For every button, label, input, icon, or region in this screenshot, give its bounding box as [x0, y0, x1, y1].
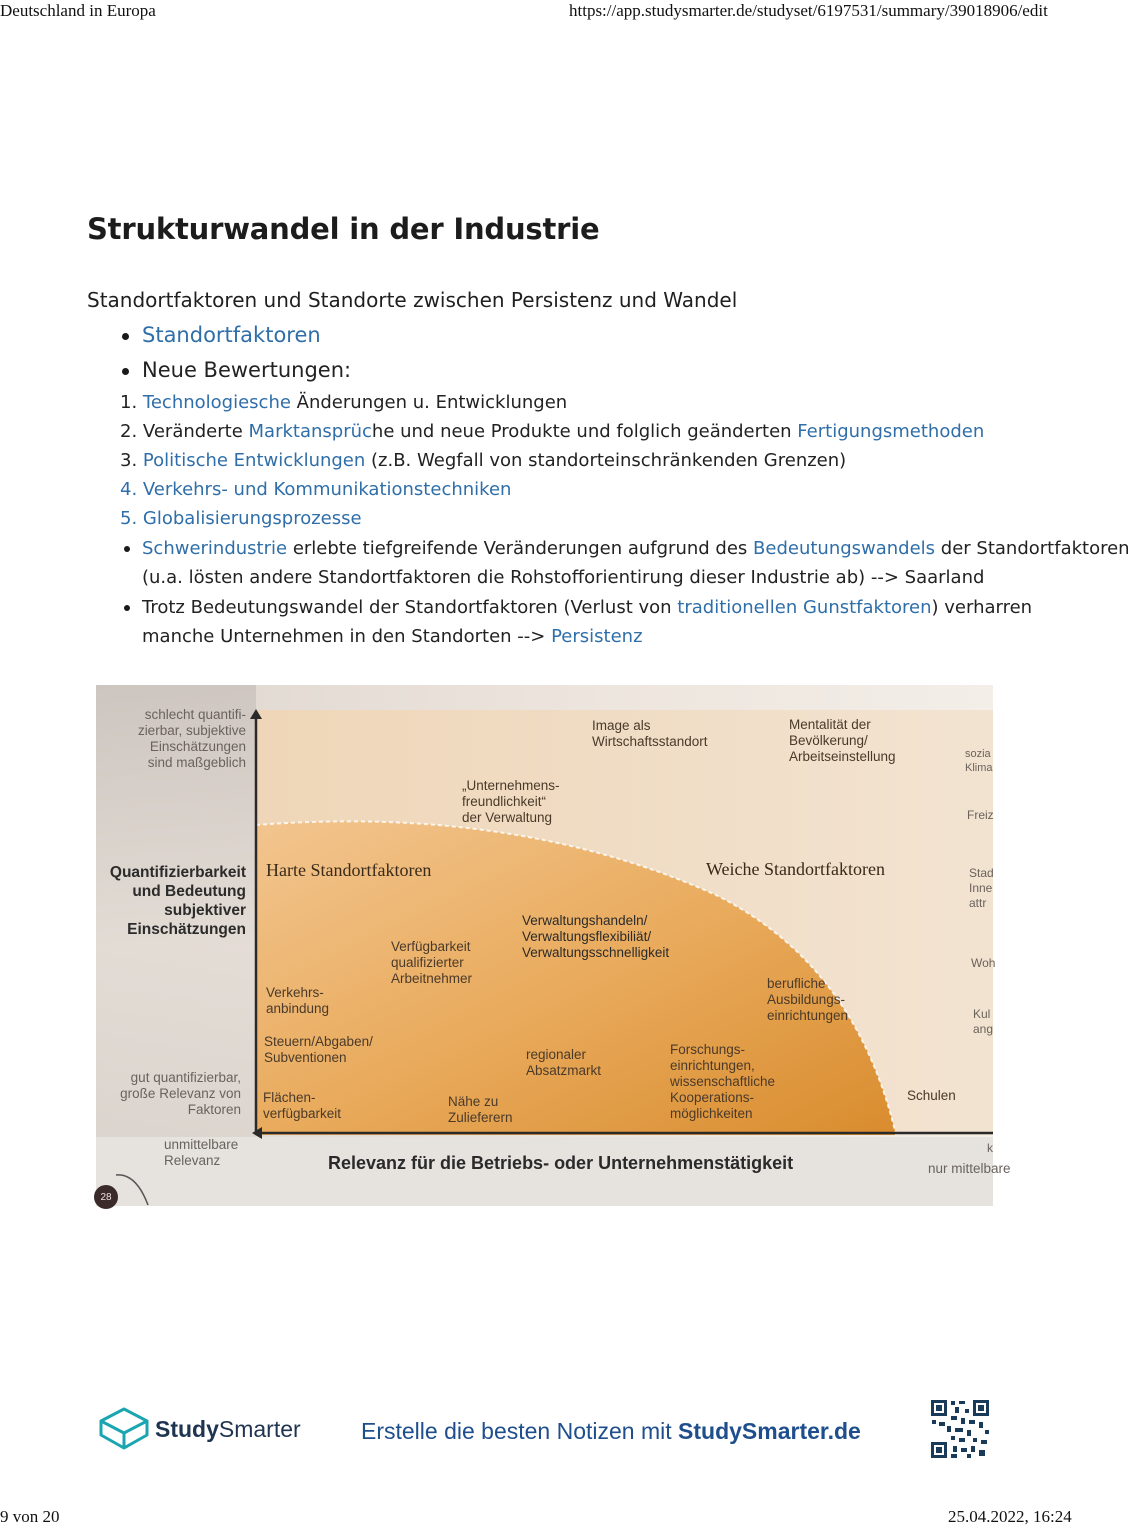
bullet-text-line2 [142, 626, 643, 648]
y-axis-top-label: schlecht quantifi- zierbar, subjektive Einschätzungen sind maßgeblich [137, 707, 246, 770]
bullet-text-line2: (u.a. lösten andere Standortfaktoren die Rohstofforientirung dieser Industrie ab) --> Saarland [142, 567, 985, 588]
factor-cut-stadt: Stad Inne attr [969, 866, 994, 910]
factor-zulieferer: Nähe zu Zulieferern [448, 1094, 513, 1125]
factor-unternehmensfreundlichkeit: „Unternehmens- freundlichkeit“ der Verwaltung [462, 778, 560, 825]
factor-forschung: Forschungs- einrichtungen, wissenschaftliche Kooperations- möglichkeiten [670, 1042, 776, 1121]
harte-standortfaktoren-label: Harte Standortfaktoren [266, 860, 432, 880]
print-footer-page: 9 von 20 [0, 1507, 60, 1526]
y-axis-title: Quantifizierbarkeit und Bedeutung subjektiver Einschätzungen [109, 864, 246, 938]
factor-berufliche-ausbildung: berufliche Ausbildungs- einrichtungen [767, 976, 849, 1023]
list-number: 3. [120, 450, 138, 471]
list-number: 2. [120, 421, 138, 442]
factor-cut-kultur: Kul ang [973, 1007, 994, 1036]
qr-code-icon[interactable] [929, 1398, 991, 1460]
list-item-2 [120, 421, 984, 443]
x-axis-right-label: nur mittelbare [928, 1161, 1011, 1176]
factor-steuern: Steuern/Abgaben/ Subventionen [264, 1034, 373, 1065]
factor-flaechen: Flächen- verfügbarkeit [263, 1090, 342, 1121]
list-item-1 [120, 392, 567, 414]
factor-schulen: Schulen [907, 1088, 956, 1103]
list-text: Veränderte [142, 421, 249, 442]
factor-image: Image als Wirtschaftsstandort [592, 718, 708, 749]
bullet-dot [124, 546, 130, 552]
link-schwerindustrie[interactable]: Schwerindustrie [142, 538, 288, 559]
x-axis-left-label: unmittelbare Relevanz [164, 1137, 239, 1168]
link-technologiesche[interactable]: Technologiesche [142, 392, 291, 413]
factor-cut-freizeit: Freiz [967, 808, 994, 822]
bullet-persistenz [142, 597, 1033, 619]
factor-verkehrsanbindung: Verkehrs- anbindung [266, 985, 330, 1016]
bullet-schwerindustrie [142, 538, 1130, 560]
list-text: (z.B. Wegfall von standorteinschränkenden Grenzen) [365, 450, 847, 471]
brand-name-study: Study [155, 1416, 219, 1442]
link-fertigungsmethoden[interactable]: Fertigungsmethoden [797, 421, 985, 442]
link-politische-entwicklungen[interactable]: Politische Entwicklungen [142, 450, 366, 471]
bullet-dot [122, 368, 129, 375]
link-marktansprueche[interactable]: Marktansprüc [248, 421, 372, 442]
factor-verwaltungshandeln: Verwaltungshandeln/ Verwaltungsflexibiliät/ Verwaltungsschnelligkeit [522, 913, 670, 960]
list-text: Änderungen u. Entwicklungen [290, 392, 568, 413]
page-title: Strukturwandel in der Industrie [87, 212, 600, 246]
bullet-dot [124, 605, 130, 611]
bullet-text: ) verharren [931, 597, 1033, 618]
list-text: he und neue Produkte und folglich geänderten [371, 421, 798, 442]
bullet-text: Trotz Bedeutungswandel der Standortfaktoren (Verlust von [142, 597, 678, 618]
studysmarter-logo-icon[interactable] [97, 1407, 151, 1451]
link-gunstfaktoren[interactable]: traditionellen Gunstfaktoren [677, 597, 932, 618]
factor-arbeitnehmer: Verfügbarkeit qualifizierter Arbeitnehmer [391, 939, 473, 986]
link-standortfaktoren[interactable]: Standortfaktoren [142, 323, 321, 347]
bullet-text: erlebte tiefgreifende Veränderungen aufgrund des [287, 538, 754, 559]
bullet-text: der Standortfaktoren [935, 538, 1130, 559]
page-badge: 28 [100, 1192, 112, 1203]
y-axis-bottom-label: gut quantifizierbar, große Relevanz von Faktoren [120, 1070, 241, 1117]
factor-cut-wohnen: Woh [971, 956, 996, 970]
factor-absatzmarkt: regionaler Absatzmarkt [526, 1047, 602, 1078]
print-header-title: Deutschland in Europa [0, 1, 156, 20]
weiche-standortfaktoren-label: Weiche Standortfaktoren [706, 859, 885, 879]
factor-mentalitaet: Mentalität der Bevölkerung/ Arbeitseinstellung [789, 717, 896, 764]
link-verkehrs-kommunikation[interactable]: 4. Verkehrs- und Kommunikationstechniken [120, 479, 512, 500]
print-footer-datetime: 25.04.2022, 16:24 [948, 1507, 1072, 1526]
link-bedeutungswandel[interactable]: Bedeutungswandels [753, 538, 936, 559]
link-persistenz[interactable]: Persistenz [551, 626, 643, 647]
cta-domain: StudySmarter.de [678, 1418, 861, 1444]
brand-name-smarter: Smarter [218, 1416, 301, 1442]
list-item-3 [120, 450, 846, 472]
bullet-text: manche Unternehmen in den Standorten --> [142, 626, 552, 647]
bullet-neue-bewertungen: Neue Bewertungen: [142, 358, 352, 382]
bullet-dot [122, 333, 129, 340]
x-axis-title: Relevanz für die Betriebs- oder Unternehmenstätigkeit [328, 1153, 794, 1173]
section-subtitle: Standortfaktoren und Standorte zwischen Persistenz und Wandel [87, 288, 738, 312]
standortfaktoren-diagram [96, 685, 1011, 1206]
print-header-url[interactable]: https://app.studysmarter.de/studyset/6197531/summary/39018906/edit [569, 1, 1048, 20]
factor-cut-sozial: sozia Klima [965, 748, 993, 774]
cta-text-main: Erstelle die besten Notizen mit [361, 1418, 679, 1444]
link-globalisierung[interactable]: 5. Globalisierungsprozesse [120, 508, 362, 529]
factor-cut-k: k [987, 1141, 993, 1155]
brand-name[interactable] [155, 1416, 301, 1443]
cta-text[interactable] [361, 1418, 861, 1445]
list-number: 1. [120, 392, 138, 413]
